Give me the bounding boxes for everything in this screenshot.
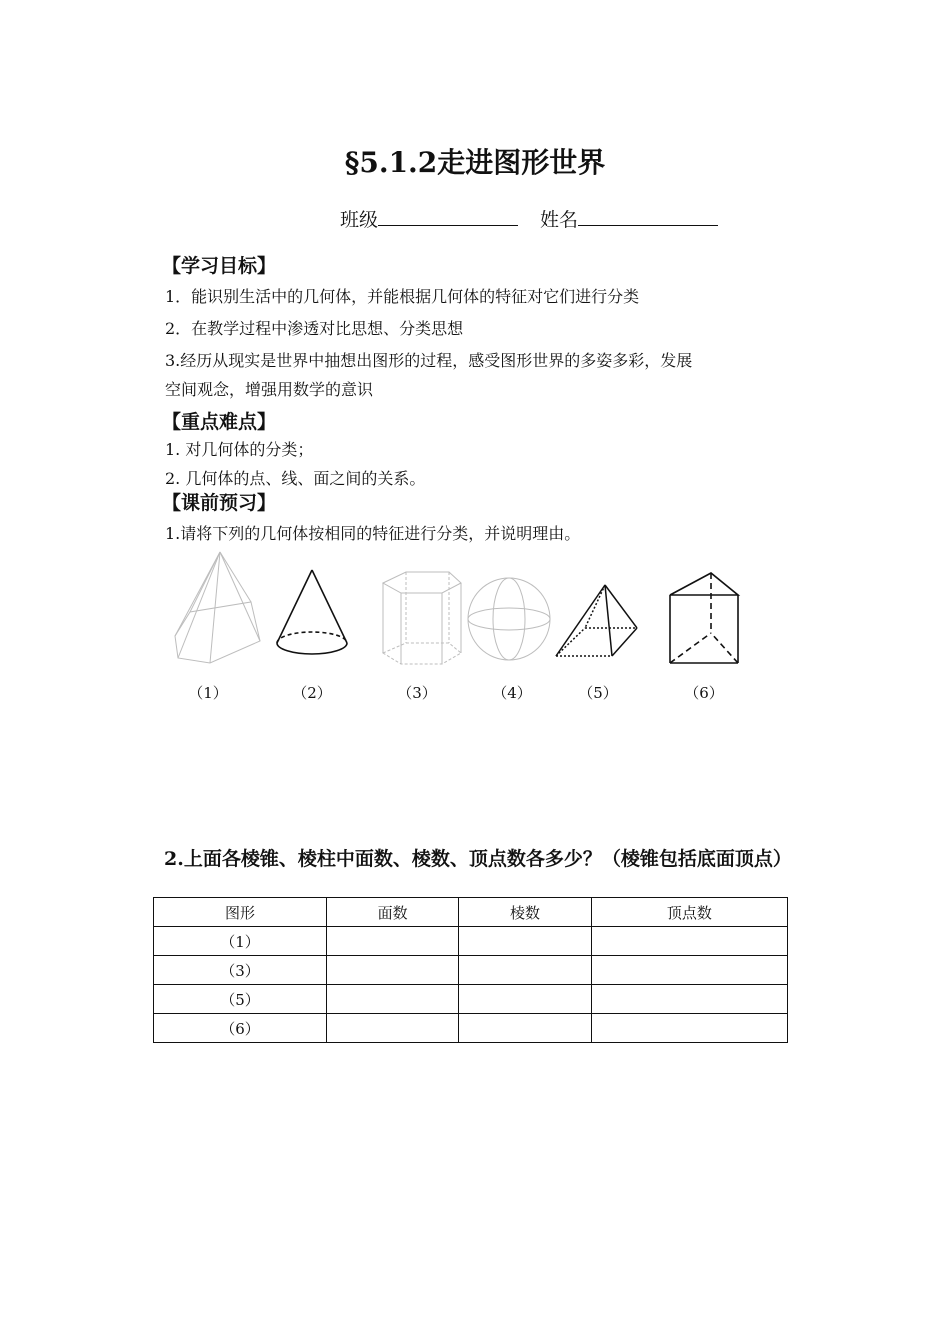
student-info: [340, 205, 718, 232]
name-label: 姓名: [540, 209, 579, 231]
sphere-figure: [464, 575, 554, 665]
goal-item: 3.经历从现实是世界中抽想出图形的过程，感受图形世界的多姿多彩，发展: [165, 351, 693, 370]
section-goals: 【学习目标】: [162, 255, 277, 277]
figure-caption: （6）: [684, 684, 724, 702]
square-pyramid-figure: [553, 580, 641, 662]
table-cell-faces[interactable]: [327, 1014, 459, 1043]
table-header-row: [154, 898, 788, 927]
table-cell-faces[interactable]: [327, 985, 459, 1014]
preview-question-1: 1.请将下列的几何体按相同的特征进行分类，并说明理由。: [165, 524, 581, 543]
section-preview: 【课前预习】: [162, 492, 277, 514]
table-cell-vertices[interactable]: [591, 985, 787, 1014]
table-cell-edges[interactable]: [459, 1014, 591, 1043]
table-header-cell: 图形: [154, 898, 327, 927]
class-blank[interactable]: [378, 207, 518, 226]
table-header-cell: 顶点数: [591, 898, 787, 927]
table-header-cell: 棱数: [459, 898, 591, 927]
table-cell-vertices[interactable]: [591, 956, 787, 985]
table-cell-figure: （5）: [154, 985, 327, 1014]
table-row: [154, 956, 788, 985]
page-title: §5.1.2走进图形世界: [344, 146, 606, 179]
triangular-prism-figure: [666, 570, 746, 668]
goal-item: 1．能识别生活中的几何体，并能根据几何体的特征对它们进行分类: [165, 287, 640, 306]
table-cell-edges[interactable]: [459, 927, 591, 956]
figure-caption: （1）: [188, 684, 228, 702]
table-header-cell: 面数: [327, 898, 459, 927]
table-cell-figure: （6）: [154, 1014, 327, 1043]
table-row: [154, 1014, 788, 1043]
table-cell-vertices[interactable]: [591, 1014, 787, 1043]
goal-item: 2．在教学过程中渗透对比思想、分类思想: [165, 319, 464, 338]
figure-caption: （5）: [578, 684, 618, 702]
figure-caption: （2）: [292, 684, 332, 702]
section-key-points: 【重点难点】: [162, 411, 277, 433]
cone-figure: [272, 565, 352, 665]
class-label: 班级: [340, 209, 379, 231]
answer-table: [153, 897, 788, 1043]
pentagonal-pyramid-figure: [168, 550, 263, 668]
goal-item: 空间观念，增强用数学的意识: [165, 380, 374, 399]
key-item: 1. 对几何体的分类；: [165, 440, 314, 459]
table-cell-edges[interactable]: [459, 956, 591, 985]
table-cell-faces[interactable]: [327, 927, 459, 956]
key-item: 2. 几何体的点、线、面之间的关系。: [165, 469, 426, 488]
question-2: 2.上面各棱锥、棱柱中面数、棱数、顶点数各多少？（棱锥包括底面顶点）: [164, 848, 792, 870]
hexagonal-prism-figure: [379, 565, 465, 670]
table-cell-figure: （1）: [154, 927, 327, 956]
table-cell-edges[interactable]: [459, 985, 591, 1014]
table-row: [154, 927, 788, 956]
figure-caption: （3）: [397, 684, 437, 702]
table-cell-vertices[interactable]: [591, 927, 787, 956]
table-cell-faces[interactable]: [327, 956, 459, 985]
table-cell-figure: （3）: [154, 956, 327, 985]
figure-caption: （4）: [492, 684, 532, 702]
name-blank[interactable]: [578, 207, 718, 226]
table-row: [154, 985, 788, 1014]
